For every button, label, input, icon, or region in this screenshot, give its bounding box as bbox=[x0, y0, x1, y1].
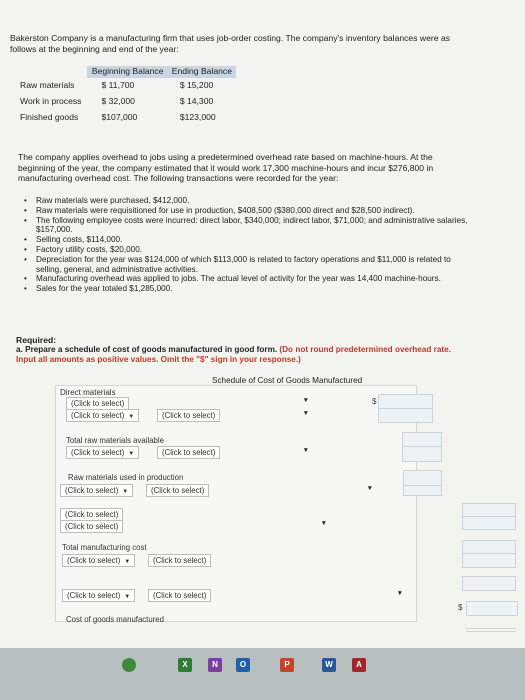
list-item: • Sales for the year totaled $1,285,000. bbox=[24, 284, 474, 294]
outlook-icon[interactable]: O bbox=[236, 658, 250, 672]
select-dropdown[interactable] bbox=[66, 446, 139, 459]
total-underline bbox=[466, 628, 516, 629]
select-label: (Click to select) bbox=[65, 522, 119, 531]
amount-input[interactable] bbox=[403, 485, 442, 496]
ending-value: $123,000 bbox=[179, 112, 216, 123]
select-dropdown[interactable] bbox=[60, 484, 133, 497]
select-label: (Click to select) bbox=[153, 556, 207, 565]
select-label: (Click to select) bbox=[67, 556, 121, 565]
part-a-instruction: a. Prepare a schedule of cost of goods manufactured in good form. bbox=[16, 345, 278, 354]
amount-input[interactable] bbox=[378, 408, 433, 423]
chevron-down-icon: ▼ bbox=[302, 410, 309, 417]
select-label: (Click to select) bbox=[67, 591, 121, 600]
dollar-sign: $ bbox=[372, 397, 377, 406]
chrome-icon[interactable] bbox=[122, 658, 136, 672]
access-icon[interactable]: A bbox=[352, 658, 366, 672]
select-label: (Click to select) bbox=[65, 486, 119, 495]
inventory-balances-table bbox=[18, 66, 236, 126]
select-dropdown[interactable] bbox=[66, 409, 139, 422]
select-dropdown[interactable] bbox=[62, 589, 135, 602]
wide-select-dropdown[interactable] bbox=[146, 589, 408, 601]
chevron-down-icon: ▼ bbox=[366, 485, 373, 492]
row-label: Raw materials bbox=[20, 79, 75, 90]
total-manufacturing-cost-label: Total manufacturing cost bbox=[62, 543, 147, 552]
taskbar-icon[interactable] bbox=[30, 658, 44, 672]
amount-input[interactable] bbox=[462, 516, 516, 530]
beginning-value: $ 11,700 bbox=[101, 79, 135, 90]
select-label: (Click to select) bbox=[71, 411, 125, 420]
table-row bbox=[18, 110, 236, 126]
amount-input[interactable] bbox=[402, 446, 442, 462]
select-dropdown[interactable] bbox=[62, 554, 135, 567]
amount-input[interactable] bbox=[378, 394, 433, 409]
list-item: • Factory utility costs, $20,000. bbox=[24, 245, 474, 255]
chevron-down-icon: ▼ bbox=[124, 594, 131, 600]
table-header-row bbox=[18, 66, 236, 78]
total-raw-materials-label: Total raw materials available bbox=[66, 436, 164, 445]
raw-materials-used-label: Raw materials used in production bbox=[68, 473, 184, 482]
list-item: • The following employee costs were incurred: direct labor, $340,000; indirect labor, $71,000; and administrative salaries, $157,000. bbox=[24, 216, 474, 236]
select-label: (Click to select) bbox=[151, 486, 205, 495]
amount-input[interactable] bbox=[462, 503, 516, 517]
table-header-blank bbox=[18, 66, 87, 78]
amount-input[interactable] bbox=[466, 601, 518, 616]
overhead-text: The company applies overhead to jobs using a predetermined overhead rate based on machine-hours. At the beginning of the year, the company estimated that it would work 17,300 machine-hours and incur $276,800 in manufacturing overhead cost. The following transactions were recorded for the year: bbox=[18, 152, 434, 183]
select-dropdown[interactable] bbox=[148, 554, 211, 567]
chevron-down-icon: ▼ bbox=[302, 447, 309, 454]
wide-select-dropdown[interactable] bbox=[58, 519, 332, 531]
row-label: Work in process bbox=[20, 95, 82, 106]
list-item: • Manufacturing overhead was applied to jobs. The actual level of activity for the year was 14,400 machine-hours. bbox=[24, 274, 474, 284]
table-header-ending: Ending Balance bbox=[168, 66, 236, 78]
intro-text: Bakerston Company is a manufacturing firm that uses job-order costing. The company's inventory balances were as follows at the beginning and end of the year: bbox=[10, 33, 450, 54]
amount-input[interactable] bbox=[462, 576, 516, 591]
wide-select-dropdown[interactable] bbox=[155, 446, 314, 458]
list-item: • Depreciation for the year was $124,000 of which $113,000 is related to factory operations and $11,000 is related to selling, general, and administrative activities. bbox=[24, 255, 474, 275]
chevron-down-icon: ▼ bbox=[128, 414, 135, 420]
word-icon[interactable]: W bbox=[322, 658, 336, 672]
excel-icon[interactable]: X bbox=[178, 658, 192, 672]
chevron-down-icon: ▼ bbox=[396, 590, 403, 597]
select-label: (Click to select) bbox=[71, 448, 125, 457]
required-part-a bbox=[16, 345, 456, 365]
schedule-title: Schedule of Cost of Goods Manufactured bbox=[212, 376, 363, 385]
onenote-icon[interactable]: N bbox=[208, 658, 222, 672]
cost-of-goods-manufactured-label: Cost of goods manufactured bbox=[66, 615, 164, 624]
table-row bbox=[18, 78, 236, 94]
transactions-list bbox=[24, 196, 474, 294]
select-label: (Click to select) bbox=[162, 411, 216, 420]
wide-select-dropdown[interactable] bbox=[144, 484, 378, 496]
beginning-value: $ 32,000 bbox=[101, 95, 135, 106]
list-item: • Raw materials were purchased, $412,000. bbox=[24, 196, 474, 206]
select-label: (Click to select) bbox=[162, 448, 216, 457]
select-label: (Click to select) bbox=[153, 591, 207, 600]
total-double-underline bbox=[466, 631, 516, 632]
select-label: (Click to select) bbox=[65, 510, 119, 519]
dollar-sign: $ bbox=[458, 603, 463, 612]
chevron-down-icon: ▼ bbox=[124, 559, 131, 565]
chevron-down-icon: ▼ bbox=[122, 489, 129, 495]
wide-select-dropdown[interactable] bbox=[65, 396, 314, 408]
select-label: (Click to select) bbox=[71, 399, 125, 408]
list-item: • Raw materials were requisitioned for use in production, $408,500 ($380,000 direct and $28,500 indirect). bbox=[24, 206, 474, 216]
direct-materials-label: Direct materials bbox=[60, 388, 116, 397]
chevron-down-icon: ▼ bbox=[128, 451, 135, 457]
ending-value: $ 14,300 bbox=[179, 95, 214, 106]
chevron-down-icon: ▼ bbox=[302, 397, 309, 404]
table-header-beginning: Beginning Balance bbox=[87, 66, 167, 78]
part-a-note: (Do not round predetermined overhead rate. Input all amounts as positive values. Omit the "$" sign in your response.) bbox=[16, 345, 451, 364]
beginning-value: $107,000 bbox=[101, 112, 138, 123]
table-row bbox=[18, 94, 236, 110]
row-label: Finished goods bbox=[20, 112, 79, 123]
amount-input[interactable] bbox=[462, 553, 516, 568]
wide-select-dropdown[interactable] bbox=[155, 409, 314, 421]
list-item: • Selling costs, $114,000. bbox=[24, 235, 474, 245]
powerpoint-icon[interactable]: P bbox=[280, 658, 294, 672]
ending-value: $ 15,200 bbox=[179, 79, 214, 90]
required-heading: Required: bbox=[16, 335, 57, 345]
chevron-down-icon: ▼ bbox=[320, 520, 327, 527]
taskbar bbox=[0, 648, 525, 700]
